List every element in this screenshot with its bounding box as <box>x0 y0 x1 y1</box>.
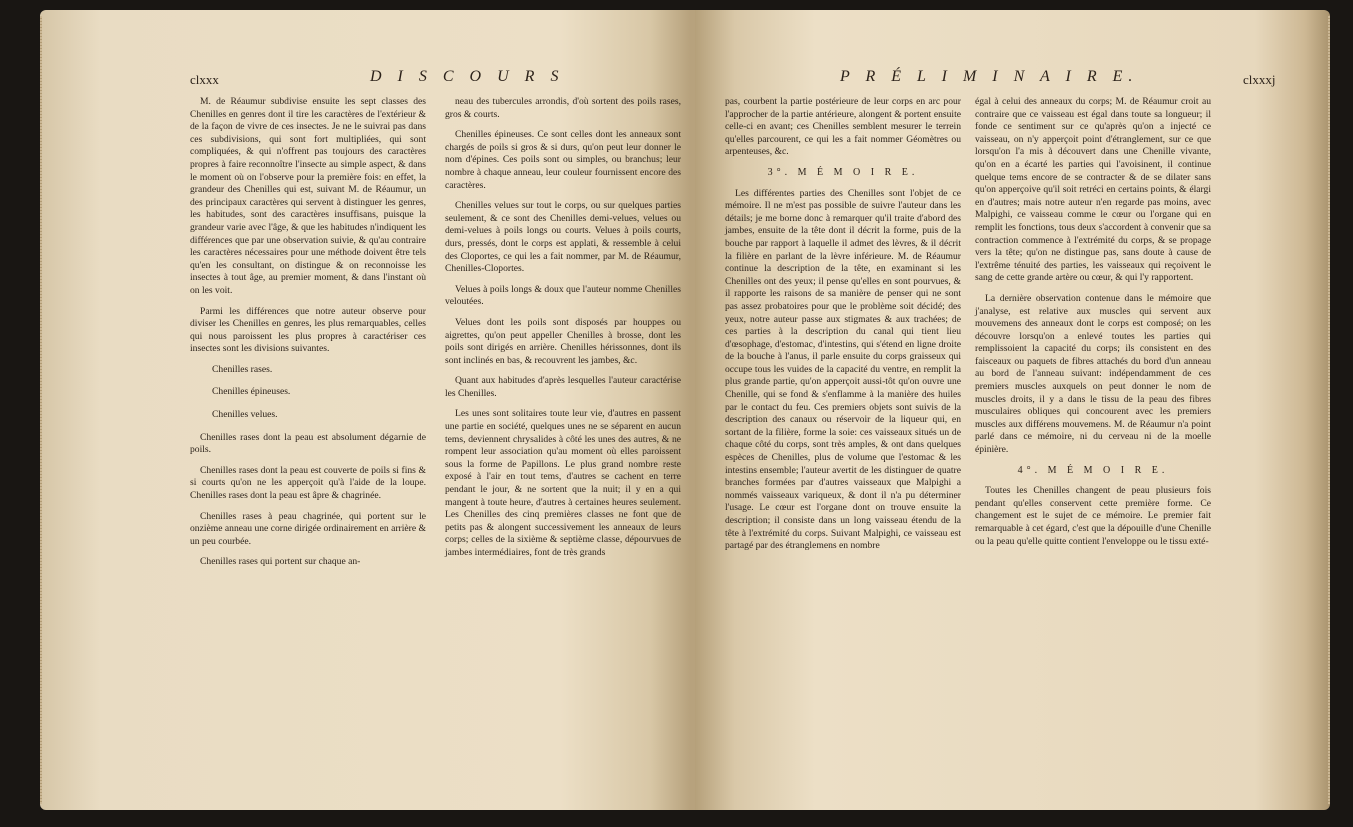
memoire-heading: 4°. M É M O I R E. <box>1017 464 1169 476</box>
list-item: Chenilles velues. <box>212 409 278 421</box>
paragraph: Les unes sont solitaires toute leur vie, d'autres en passent une partie en société, quelques unes ne se séparent en aucun tems, deviennent chrysalides à côté les unes des autres, & ne rompent leur association qu'au moment où elles paroissent sous la forme de Papillons. Le plus grand nombre reste exposé à l'air en tout tems, d'autres se cachent en terre pendant le jour, & ne sortent que la nuit; il y en a qui mangent à toute heure, d'autres à certaines heures seulement. Les Chenilles des cinq premières classes ne font que de petits pas & alongent successivement les anneaux de leurs corps; celles de la sixième & septième classe, dépourvues de jambes intermédiaires, font de très grands <box>445 408 681 558</box>
right-column-2 <box>975 96 1211 556</box>
right-page-edge <box>1328 16 1330 804</box>
left-column-1 <box>190 96 426 577</box>
memoire-heading: 3°. M É M O I R E. <box>767 166 919 178</box>
running-header-left: D I S C O U R S <box>370 68 565 85</box>
paragraph: Chenilles rases dont la peau est absolument dégarnie de poils. <box>190 431 426 456</box>
open-book <box>40 10 1330 820</box>
paragraph: Les différentes parties des Chenilles sont l'objet de ce mémoire. Il ne m'est pas possible de suivre l'auteur dans les détails; je me borne donc à remarquer qu'il traite d'abord des jambes, ensuite de la tête dont il décrit la forme, puis de la bouche par rapport à laquelle il admet des lèvres, & il décrit la filière en parlant de la lèvre inférieure. M. de Réaumur continue la description de la tête, en examinant si les Chenilles ont des yeux; il pense qu'elles en sont pourvues, & il rapporte les raisons de sa manière de penser qui ne sont pas assez probatoires pour que le problème soit décidé; des yeux, notre auteur passe aux stigmates & aux trachées; de ces parties à la description du canal qui tient lieu d'œsophage, d'estomac, d'intestins, qui s'étend en ligne droite de la bouche à l'anus, il parle ensuite du corps graisseux qui occupe tous les vuides de la capacité du ventre, en remplit la plus grande partie, qu'on apperçoit aussi-tôt qu'on ouvre une Chenille, qui se fond & s'enflamme à la manière des huiles par le contact du feu. Ces premiers objets sont suivis de la description des canaux ou réservoir de la liqueur qui, en sortant de la filière, forme la soie: ces vaisseaux situés un de chaque côté du corps, sont très amples, & ont dans quelques espèces de Chenilles, plus de volume que l'estomac & les intestins ensemble; l'auteur avertit de les distinguer de quatre branches formées par d'autres vaisseaux que Malpighi a nommés vaisseaux variqueux, & dont il n'a pu déterminer l'usage. Le cœur est l'organe dont on trouve ensuite la description; il consiste dans un long vaisseau étendu de la tête à l'extrémité du corps. Suivant Malpighi, ce vaisseau est partagé par des étranglemens en nombre <box>725 187 961 552</box>
list-item: Chenilles rases. <box>212 363 273 375</box>
running-header-right: P R É L I M I N A I R E. <box>840 68 1139 85</box>
paragraph: Velues dont les poils sont disposés par houppes ou aigrettes, qu'on peut appeller Chenilles à brosse, dont les poils sont dirigés en arrière. Chenilles hérissonnes, dont ils sont inclinés en bas, & recouvrent les jambes, &c. <box>445 316 681 366</box>
paragraph: neau des tubercules arrondis, d'où sortent des poils rases, gros & courts. <box>445 96 681 120</box>
paragraph: Chenilles rases dont la peau est couverte de poils si fins & si courts qu'on ne les apperçoit qu'à l'aide de la loupe. Chenilles rases dont la peau est âpre & chagrinée. <box>190 464 426 502</box>
paragraph: Quant aux habitudes d'après lesquelles l'auteur caractérise les Chenilles. <box>445 375 681 399</box>
paragraph: Toutes les Chenilles changent de peau plusieurs fois pendant qu'elles conservent cette première forme. Ce changement est le sujet de ce mémoire. Le premier fait remarquable à cet égard, c'est que la dépouille d'une Chenille ou la peau qu'elle quitte contient l'enveloppe ou le tissu exté- <box>975 485 1211 547</box>
paragraph: Velues à poils longs & doux que l'auteur nomme Chenilles veloutées. <box>445 283 681 308</box>
left-page-edge <box>40 16 42 804</box>
paragraph: Parmi les différences que notre auteur observe pour diviser les Chenilles en genres, les plus remarquables, celles qui nous paroissent les plus propres à caractériser ces insectes sont les divisions suivantes. <box>190 305 426 355</box>
left-page <box>40 10 695 810</box>
paragraph: Chenilles velues sur tout le corps, ou sur quelques parties seulement, & ce sont des Chenilles demi-velues, velues ou demi-velues à poils longs ou courts. Velues à poils courts, durs, pressés, dont le corps est applati, & ressemble à celui des Cloportes, ce qui les a fait nommer, par M. de Réaumur, Chenilles-Cloportes. <box>445 200 681 275</box>
paragraph: égal à celui des anneaux du corps; M. de Réaumur croit au contraire que ce vaisseau est égal dans toute sa longueur; il fonde ce sentiment sur ce qu'après qu'on a injecté ce vaisseau, on n'y apperçoit point d'étranglement, sur ce que lorsqu'on l'a mis à découvert dans une Chenille vivante, qu'on en a écarté les parties qui l'avoisinent, il continue quelque tems encore de se contracter & de se dilater sans qu'on apperçoive qu'il soit retréci en certains points, & élargi en d'autres; mais notre auteur n'en regarde pas moins, avec Malpighi, ce vaisseau comme le cœur ou l'organe qui en remplit les fonctions, tous deux s'accordent à convenir que sa contraction commence à l'extrémité du corps, & se propage vers la tête; qu'on ne distingue pas, sans doute à cause de l'extrême ténuité des parties, les vaisseaux qui reçoivent le sang de cette grande artère ou cœur, & qui l'y rapportent. <box>975 96 1211 284</box>
page-number-right: clxxxj <box>1243 72 1276 87</box>
right-page <box>695 10 1330 810</box>
page-number-left: clxxx <box>190 72 219 87</box>
right-column-1 <box>725 96 961 561</box>
paragraph: Chenilles rases à peau chagrinée, qui portent sur le onzième anneau une corne dirigée ordinairement en arrière & un peu courbée. <box>190 510 426 547</box>
left-column-2 <box>445 96 681 568</box>
paragraph: La dernière observation contenue dans le mémoire que j'analyse, est relative aux muscles qui servent aux mouvemens des anneaux dont le corps est composé; on les découvre lorsqu'on a enlevé toutes les parties qui remplissoient la capacité du corps; ils consistent en des faisceaux ou paquets de fibres attachés du bord d'un anneau au bord de l'anneau suivant: indépendamment de ces premiers muscles auxquels on peut donner le nom de muscles droits, il y a dans le tissu de la peau des fibres musculaires obliques qui concourent avec les premiers muscles aux différens mouvemens. M. de Réaumur n'a point parlé dans ce mémoire, ni du cerveau ni de la moelle épinière. <box>975 292 1211 456</box>
paragraph: Chenilles épineuses. Ce sont celles dont les anneaux sont chargés de poils si gros & si durs, qu'on peut leur donner le nom d'épines. Ces poils sont ou simples, ou branchus; leur nombre à chaque anneau, leur couleur fournissent encore des caractères. <box>445 129 681 191</box>
paragraph: M. de Réaumur subdivise ensuite les sept classes des Chenilles en genres dont il tire les caractères de l'extérieur & de la façon de vivre de ces insectes. Je ne le suivrai pas dans ces subdivisions, qui sont fort multipliées, qui sont compliquées, & qui n'offrent pas toujours des caractères propres à faire reconnoître l'insecte au simple aspect, & dans le moment où on l'observe pour la première fois: en effet, la grandeur des Chenilles qui est, suivant M. de Réaumur, un des principaux caractères qui servent à distinguer les genres, les habitudes, sont des caractères insuffisans, puisque la grandeur varie avec l'âge, & que les habitudes n'indiquent les différences que par une observation suivie, & qu'au contraire les caractères nécessaires pour une méthode doivent être tels qu'en les consultant, on distingue & on reconnoisse les insectes à tout âge, au premier moment, & dans l'instant où on les voit. <box>190 96 426 296</box>
list-item: Chenilles épineuses. <box>212 386 291 398</box>
paragraph: pas, courbent la partie postérieure de leur corps en arc pour l'approcher de la partie antérieure, alongent & portent ensuite celle-ci en avant; ces Chenilles semblent mesurer le terrein qu'elles parcourent, ce qui les a fait nommer Géomètres ou arpenteuses, &c. <box>725 96 961 158</box>
paragraph: Chenilles rases qui portent sur chaque an- <box>200 556 361 568</box>
